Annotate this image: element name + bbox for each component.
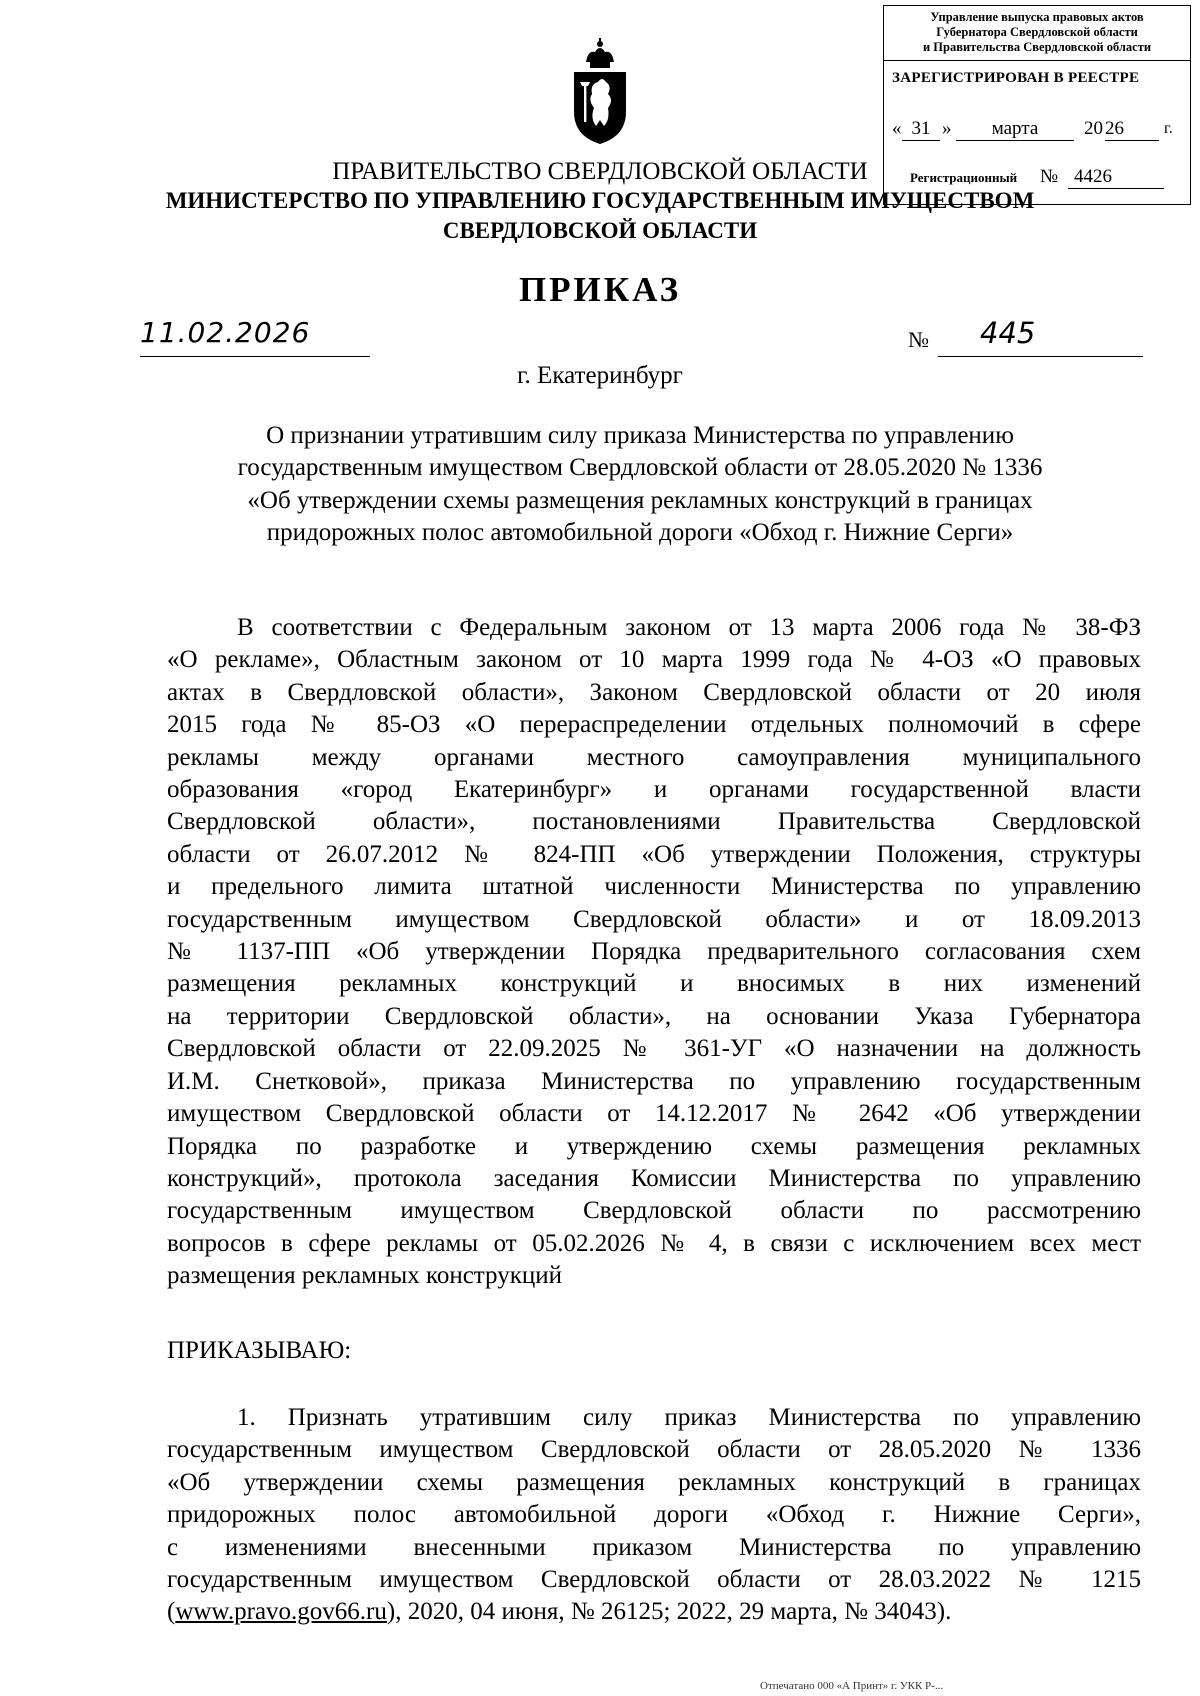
item-line: с изменениями внесенными приказом Министерства по управлению [167,1533,1141,1561]
preamble-line: государственным имуществом Свердловской области» и от 18.09.2013 [167,905,1141,933]
order-word: ПРИКАЗЫВАЮ: [167,1337,352,1364]
preamble-line: конструкций», протокола заседания Комиссии Министерства по управлению [167,1164,1141,1192]
emblem-icon [568,38,632,146]
item-line: государственным имуществом Свердловской области от 28.05.2020 № 1336 [167,1436,1141,1464]
preamble-line: имуществом Свердловской области от 14.12.2017 № 2642 «Об утверждении [167,1100,1141,1128]
item-line: 1. Признать утратившим силу приказ Министерства по управлению [237,1404,1141,1431]
order-date-handwritten: 11.02.2026 [140,316,370,357]
stamp-number-sign: № [1040,166,1059,187]
preamble-line: и предельного лимита штатной численности Министерства по управлению [167,873,1141,901]
stamp-day: 31 [902,118,940,141]
publication-refs: ), 2020, 04 июня, № 26125; 2022, 29 марта, № 34043). [386,1598,952,1626]
order-number-sign: № [908,327,929,352]
order-number-handwritten: 445 [980,316,1036,350]
preamble-line: области от 26.07.2012 № 824-ПП «Об утверждении Положения, структуры [167,840,1141,868]
title-line: О признании утратившим силу приказа Министерства по управлению [266,422,1014,449]
preamble-line: Свердловской области», постановлениями Правительства Свердловской [167,808,1141,836]
stamp-date [892,118,1192,144]
order-number-line [938,316,1143,357]
stamp-header-line: и Правительства Свердловской области [922,40,1152,54]
preamble-line: государственным имуществом Свердловской области по рассмотрению [167,1197,1141,1225]
stamp-header-line: Управление выпуска правовых актов [930,10,1144,24]
preamble-line: 2015 года № 85-ОЗ «О перераспределении отдельных полномочий в сфере [167,711,1141,739]
preamble-line: размещения рекламных конструкций и вносимых в них изменений [167,970,1141,998]
preamble-line: В соответствии с Федеральным законом от 13 марта 2006 года № 38-ФЗ [237,614,1141,641]
preamble-line: Свердловской области от 22.09.2025 № 361-УГ «О назначении на должность [167,1035,1141,1063]
stamp-header-line: Губернатора Свердловской области [936,25,1138,39]
preamble-line: образования «город Екатеринбург» и органами государственной власти [167,776,1141,804]
city: г. Екатеринбург [517,362,683,389]
preamble-line: вопросов в сфере рекламы от 05.02.2026 № 4, в связи с исключением всех мест [167,1229,1141,1257]
preamble-line: И.М. Снетковой», приказа Министерства по управлению государственным [167,1067,1141,1095]
stamp-reg-number: 4426 [1068,166,1164,189]
document-type: ПРИКАЗ [518,270,682,309]
stamp-month: марта [956,118,1074,141]
open-paren: ( [167,1598,176,1626]
pravo-link[interactable]: www.pravo.gov66.ru [175,1598,387,1626]
stamp-reg-label: Регистрационный [910,170,1018,185]
item-line: «Об утверждении схемы размещения рекламных конструкций в границах [167,1468,1141,1496]
preamble-line: актах в Свердловской области», Законом Свердловской области от 20 июля [167,678,1141,706]
preamble-line: рекламы между органами местного самоуправления муниципального [167,743,1141,771]
order-title [140,420,1140,550]
stamp-registered-label: ЗАРЕГИСТРИРОВАН В РЕЕСТРЕ [892,70,1140,86]
stamp-year-mark: г. [1164,120,1173,137]
item-line-last [167,1596,1141,1628]
preamble-line: размещения рекламных конструкций [167,1262,562,1290]
ministry-name-line-2: СВЕРДЛОВСКОЙ ОБЛАСТИ [442,218,758,243]
ministry-name-line-1: МИНИСТЕРСТВО ПО УПРАВЛЕНИЮ ГОСУДАРСТВЕННЫМ ИМУЩЕСТВОМ [165,188,1035,213]
item-line: придорожных полос автомобильной дороги «Обход г. Нижние Серги», [167,1501,1141,1529]
stamp-date-close-quote: » [942,118,952,139]
preamble-paragraph [167,612,1141,1293]
government-name: ПРАВИТЕЛЬСТВО СВЕРДЛОВСКОЙ ОБЛАСТИ [332,158,868,185]
stamp-year-prefix: 20 [1084,118,1103,139]
preamble-line: Порядка по разработке и утверждению схемы размещения рекламных [167,1132,1141,1160]
preamble-line: на территории Свердловской области», на основании Указа Губернатора [167,1002,1141,1030]
title-line: государственным имуществом Свердловской области от 28.05.2020 № 1336 [237,454,1043,482]
stamp-year-suffix: 26 [1105,118,1159,141]
title-line: придорожных полос автомобильной дороги «Обход г. Нижние Серги» [266,519,1014,547]
stamp-header [884,6,1190,61]
coat-of-arms-emblem [568,38,632,146]
title-line: «Об утверждении схемы размещения рекламных конструкций в границах [247,486,1033,514]
order-item-1 [167,1402,1141,1629]
stamp-date-open-quote: « [892,118,902,139]
preamble-line: «О рекламе», Областным законом от 10 марта 1999 года № 4-ОЗ «О правовых [167,646,1141,674]
print-footer: Отпечатано 000 «А Принт» г. УКК Р-... [760,1680,944,1692]
item-line: государственным имуществом Свердловской области от 28.03.2022 № 1215 [167,1566,1141,1594]
preamble-line: № 1137-ПП «Об утверждении Порядка предварительного согласования схем [167,938,1141,966]
